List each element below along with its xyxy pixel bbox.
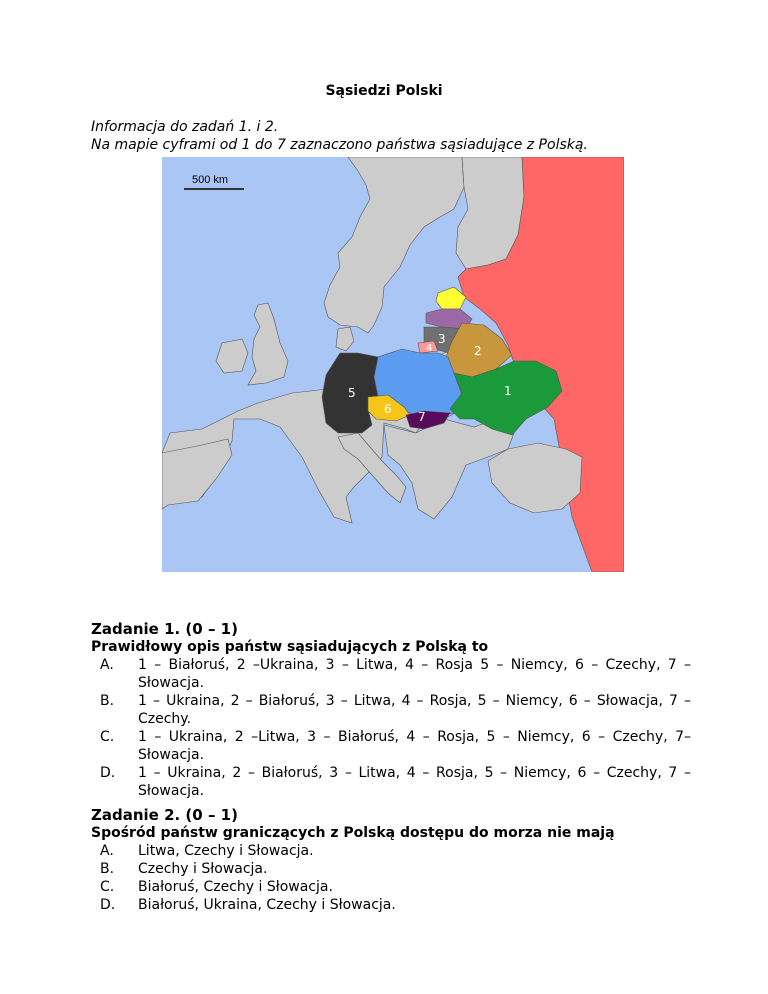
task-1-option-b[interactable] (91, 692, 691, 728)
option-letter: A. (100, 657, 114, 673)
option-letter: D. (100, 765, 116, 781)
intro-line-2: Na mapie cyframi od 1 do 7 zaznaczono państwa sąsiadujące z Polską. (91, 137, 588, 153)
label-6: 6 (384, 402, 392, 416)
option-letter: C. (100, 879, 115, 895)
option-text: Czechy i Słowacja. (138, 861, 268, 877)
intro-line-1: Informacja do zadań 1. i 2. (91, 119, 279, 135)
task-2-option-b[interactable] (91, 860, 691, 878)
option-text: Białoruś, Ukraina, Czechy i Słowacja. (138, 897, 396, 913)
task-1-heading: Zadanie 1. (0 – 1) (91, 620, 238, 638)
page-title: Sąsiedzi Polski (325, 83, 443, 99)
option-letter: D. (100, 897, 116, 913)
label-1: 1 (504, 384, 512, 398)
label-3: 3 (438, 332, 446, 346)
label-5: 5 (348, 386, 356, 400)
option-text: 1 – Ukraina, 2 – Białoruś, 3 – Litwa, 4 – Rosja, 5 – Niemcy, 6 – Czechy, 7 – Słowacja. (138, 765, 691, 799)
task-2-question: Spośród państw graniczących z Polską dostępu do morza nie mają (91, 825, 615, 841)
option-letter: A. (100, 843, 114, 859)
scale-label: 500 km (192, 174, 229, 186)
option-text: 1 – Ukraina, 2 –Litwa, 3 – Białoruś, 4 – Rosja, 5 – Niemcy, 6 – Czechy, 7– Słowacja. (138, 729, 691, 763)
option-letter: B. (100, 693, 115, 709)
task-2-option-c[interactable] (91, 878, 691, 896)
task-1 (91, 620, 691, 800)
task-1-option-d[interactable] (91, 764, 691, 800)
europe-map (162, 157, 624, 572)
task-2 (91, 806, 691, 914)
option-letter: B. (100, 861, 115, 877)
task-2-option-d[interactable] (91, 896, 691, 914)
task-2-heading: Zadanie 2. (0 – 1) (91, 806, 238, 824)
task-1-option-c[interactable] (91, 728, 691, 764)
option-text: Litwa, Czechy i Słowacja. (138, 843, 314, 859)
label-2: 2 (474, 344, 482, 358)
task-1-question: Prawidłowy opis państw sąsiadujących z Polską to (91, 639, 489, 655)
task-1-option-a[interactable] (91, 656, 691, 692)
task-2-option-a[interactable] (91, 842, 691, 860)
option-letter: C. (100, 729, 115, 745)
option-text: 1 – Ukraina, 2 – Białoruś, 3 – Litwa, 4 – Rosja, 5 – Niemcy, 6 – Słowacja, 7 – Czechy. (138, 693, 691, 727)
option-text: 1 – Białoruś, 2 –Ukraina, 3 – Litwa, 4 – Rosja 5 – Niemcy, 6 – Czechy, 7 – Słowacja. (138, 657, 691, 691)
label-4: 4 (426, 343, 433, 354)
intro-block (91, 118, 588, 154)
option-text: Białoruś, Czechy i Słowacja. (138, 879, 333, 895)
label-7: 7 (418, 410, 426, 424)
